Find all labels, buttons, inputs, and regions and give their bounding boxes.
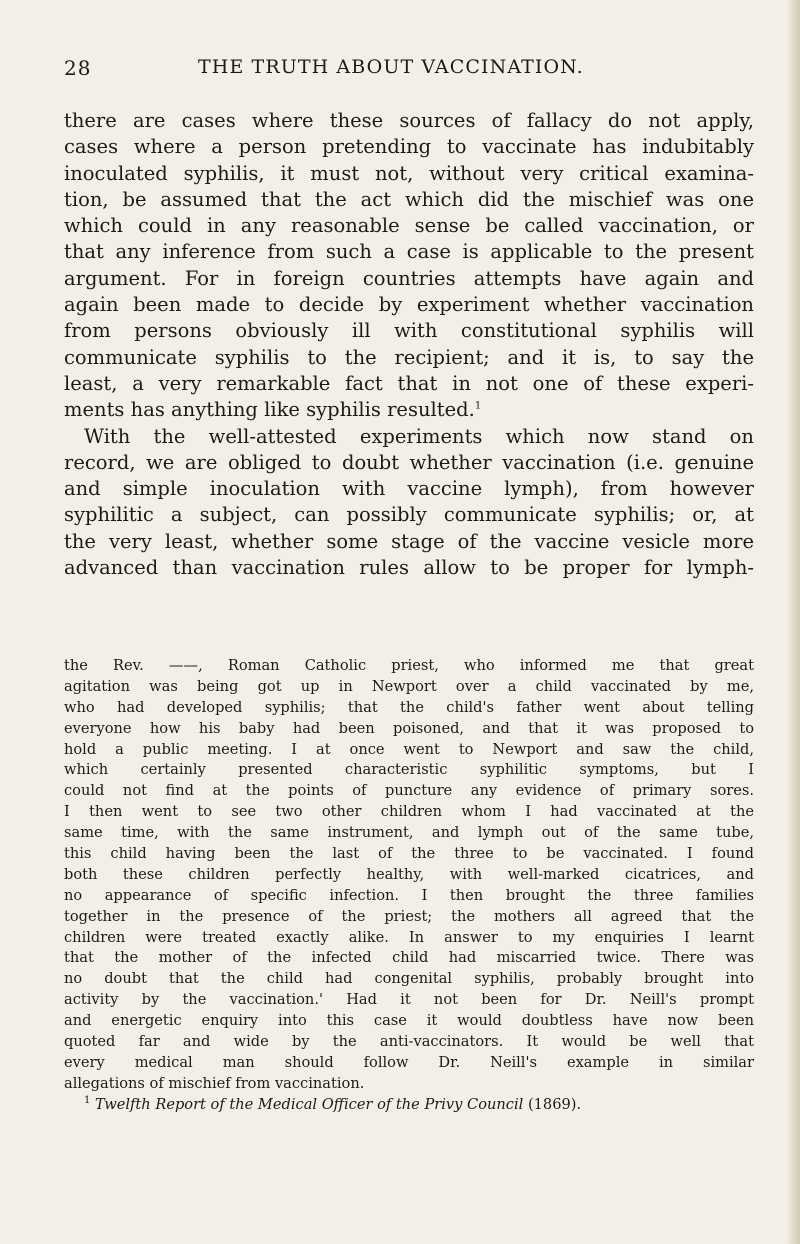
text-line: record, we are obliged to doubt whether vaccination (i.e. genuine (64, 450, 754, 474)
text-line: that any inference from such a case is applicable to the present (64, 240, 754, 264)
note-line: allegations of mischief from vaccination. (64, 1074, 365, 1092)
text-line: and simple inoculation with vaccine lymph), from however (64, 477, 754, 501)
footnote-number: 1 (84, 1094, 91, 1106)
text-line: ments has anything like syphilis resulted. (64, 398, 475, 422)
text-line: there are cases where these sources of fallacy do not apply, (64, 109, 754, 132)
text-line: the very least, whether some stage of the vaccine vesicle more (64, 529, 754, 553)
note-line: that the mother of the infected child had miscarried twice. There was (64, 949, 754, 967)
text-line-with-footnote (64, 397, 754, 423)
text-line: which could in any reasonable sense be called vaccination, or (64, 214, 754, 238)
note-line: the Rev. ——, Roman Catholic priest, who informed me that great (64, 657, 754, 674)
note-line: same time, with the same instrument, and lymph out of the same tube, (64, 824, 754, 842)
text-line: tion, be assumed that the act which did the mischief was one (64, 187, 754, 211)
note-line: no doubt that the child had congenital syphilis, probably brought into (64, 970, 754, 988)
page-edge (786, 0, 800, 1244)
page-number: 28 (64, 56, 92, 80)
note-line: which certainly presented characteristic syphilitic symptoms, but I (64, 761, 754, 779)
footnote (64, 1095, 754, 1116)
note-line: no appearance of specific infection. I then brought the three families (64, 886, 754, 904)
text-line: from persons obviously ill with constitutional syphilis will (64, 319, 754, 343)
text-line: cases where a person pretending to vaccinate has indubitably (64, 135, 754, 159)
note-line: children were treated exactly alike. In answer to my enquiries I learnt (64, 928, 754, 946)
note-line: this child having been the last of the three to be vaccinated. I found (64, 845, 754, 863)
note-line: quoted far and wide by the anti-vaccinators. It would be well that (64, 1033, 754, 1051)
footnote-marker: 1 (474, 400, 482, 412)
note-line: every medical man should follow Dr. Neill's example in similar (64, 1053, 754, 1071)
text-line: argument. For in foreign countries attempts have again and (64, 266, 754, 290)
note-line: agitation was being got up in Newport over a child vaccinated by me, (64, 677, 754, 695)
text-line: advanced than vaccination rules allow to be proper for lymph- (64, 556, 754, 580)
note-line: I then went to see two other children whom I had vaccinated at the (64, 803, 754, 821)
note-line: who had developed syphilis; that the child's father went about telling (64, 698, 754, 716)
text-line: With the well-attested experiments which now stand on (84, 424, 754, 448)
running-head: THE TRUTH ABOUT VACCINATION. (198, 56, 584, 78)
text-line: communicate syphilis to the recipient; and it is, to say the (64, 345, 754, 369)
text-line: inoculated syphilis, it must not, without very critical examina- (64, 161, 754, 185)
note-line: everyone how his baby had been poisoned, and that it was proposed to (64, 719, 754, 737)
note-line: together in the presence of the priest; the mothers all agreed that the (64, 907, 754, 925)
page-header (64, 56, 744, 86)
main-text (64, 108, 754, 581)
footnote-source-title: Twelfth Report of the Medical Officer of the Privy Council (95, 1095, 524, 1113)
text-line: again been made to decide by experiment whether vaccination (64, 293, 754, 317)
note-line: both these children perfectly healthy, with well-marked cicatrices, and (64, 865, 754, 883)
note-line: and energetic enquiry into this case it would doubtless have now been (64, 1012, 754, 1030)
text-line: least, a very remarkable fact that in not one of these experi- (64, 371, 754, 395)
text-line: syphilitic a subject, can possibly communicate syphilis; or, at (64, 503, 754, 527)
small-print-text (64, 656, 754, 1116)
note-line: could not find at the points of puncture any evidence of primary sores. (64, 782, 754, 800)
note-line: hold a public meeting. I at once went to Newport and saw the child, (64, 740, 754, 758)
footnote-year: (1869). (527, 1095, 582, 1113)
note-line: activity by the vaccination.' Had it not been for Dr. Neill's prompt (64, 991, 754, 1009)
